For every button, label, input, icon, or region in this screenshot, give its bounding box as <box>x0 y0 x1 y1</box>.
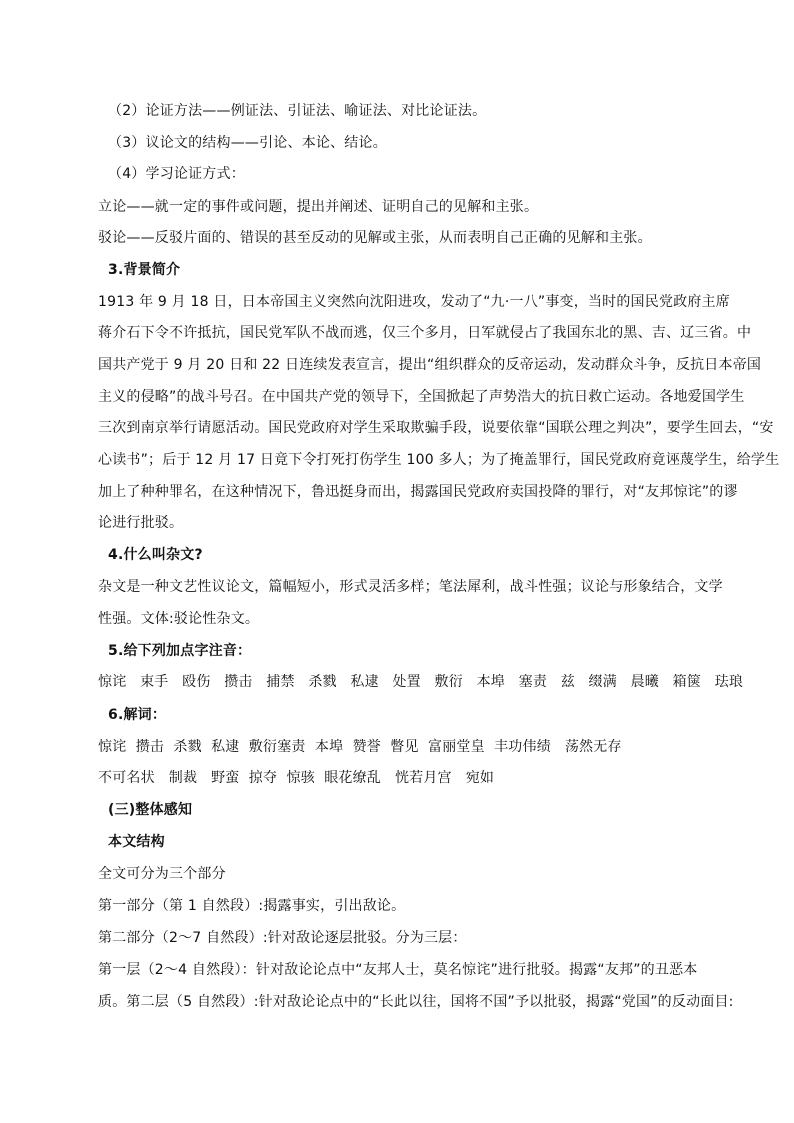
background-line: 论进行批驳。 <box>98 515 184 531</box>
background-line: 加上了种种罪名，在这种情况下，鲁迅挺身而出，揭露国民党政府卖国投降的罪行，对“友邦惊诧”的谬 <box>98 484 738 500</box>
background-line: 主义的侵略”的战斗号召。在中国共产党的领导下，全国掀起了声势浩大的抗日救亡运动。各地爱国学生 <box>98 389 745 405</box>
pinyin-word-list <box>98 672 744 692</box>
layer-one: 第一层（2～4 自然段）：针对敌论论点中“友邦人士，莫名惊诧”进行批驳。揭露“友邦”的丑恶本 <box>98 962 698 978</box>
pinyin-word: 处置 <box>392 674 421 690</box>
structure-intro: 全文可分为三个部分 <box>98 866 226 882</box>
part-one: 第一部分（第 1 自然段）:揭露事实，引出敌论。 <box>98 898 406 914</box>
structure-label: 本文结构 <box>108 834 165 850</box>
pinyin-word: 殴伤 <box>182 674 211 690</box>
pinyin-word: 私逮 <box>350 674 379 690</box>
pinyin-word: 敷衍 <box>434 674 463 690</box>
method-line-3: （3）议论文的结构——引论、本论、结论。 <box>108 135 387 151</box>
method-line-4: （4）学习论证方式： <box>108 166 245 182</box>
lilun-definition: 立论——就一定的事件或问题，提出并阐述、证明自己的见解和主张。 <box>98 199 539 215</box>
background-heading: 3.背景简介 <box>108 262 181 278</box>
zawen-line: 杂文是一种文艺性议论文，篇幅短小，形式灵活多样；笔法犀利，战斗性强；议论与形象结合，文学 <box>98 579 723 595</box>
pinyin-word: 杀戮 <box>308 674 337 690</box>
part-two: 第二部分（2～7 自然段）:针对敌论逐层批驳。分为三层： <box>98 930 467 946</box>
jieci-line-1: 惊诧 攒击 杀戮 私逮 敷衍塞责 本埠 赞誉 瞥见 富丽堂皇 丰功伟绩 荡然无存 <box>98 739 622 755</box>
background-line: 1913 年 9 月 18 日，日本帝国主义突然向沈阳进攻，发动了“九·一八”事变，当时的国民党政府主席 <box>98 294 730 310</box>
zawen-line: 性强。文体:驳论性杂文。 <box>98 611 260 627</box>
pinyin-word: 塞责 <box>518 674 548 690</box>
zawen-heading: 4.什么叫杂文? <box>108 547 203 563</box>
pinyin-word: 攒击 <box>224 674 253 690</box>
background-line: 蒋介石下令不许抵抗，国民党军队不战而逃，仅三个多月，日军就侵占了我国东北的黑、吉、辽三省。中 <box>98 325 752 341</box>
pinyin-word: 束手 <box>140 674 169 690</box>
jieci-line-2: 不可名状 制裁 野蛮 掠夺 惊骇 眼花缭乱 恍若月宫 宛如 <box>98 770 495 786</box>
background-line: 国共产党于 9 月 20 日和 22 日连续发表宣言，提出“组织群众的反帝运动，发动群众斗争，反抗日本帝国 <box>98 357 762 373</box>
pinyin-word: 箱箧 <box>672 674 702 690</box>
pinyin-word: 本埠 <box>476 674 505 690</box>
layer-two: 质。第二层（5 自然段）:针对敌论论点中的“长此以往，国将不国”予以批驳，揭露“党国”的反动面目: <box>98 994 734 1010</box>
pinyin-word: 珐琅 <box>714 674 744 690</box>
jieci-heading: 6.解词： <box>108 707 167 723</box>
bolun-definition: 驳论——反驳片面的、错误的甚至反动的见解或主张，从而表明自己正确的见解和主张。 <box>98 230 652 246</box>
pinyin-word: 捕禁 <box>266 674 295 690</box>
background-line: 三次到南京举行请愿活动。国民党政府对学生采取欺骗手段，说要依靠“国联公理之判决”，要学生回去，“安 <box>98 420 774 436</box>
overall-heading: (三)整体感知 <box>108 802 193 818</box>
pinyin-word: 缀满 <box>588 674 617 690</box>
pinyin-word: 兹 <box>560 674 575 690</box>
background-line: 心读书”；后于 12 月 17 日竟下令打死打伤学生 100 多人；为了掩盖罪行，国民党政府竟诬蔑学生，给学生 <box>98 452 780 468</box>
pinyin-word: 惊诧 <box>98 674 127 690</box>
pinyin-heading: 5.给下列加点字注音： <box>108 643 252 659</box>
method-line-2: （2）论证方法——例证法、引证法、喻证法、对比论证法。 <box>108 103 487 119</box>
pinyin-word: 晨曦 <box>630 674 660 690</box>
